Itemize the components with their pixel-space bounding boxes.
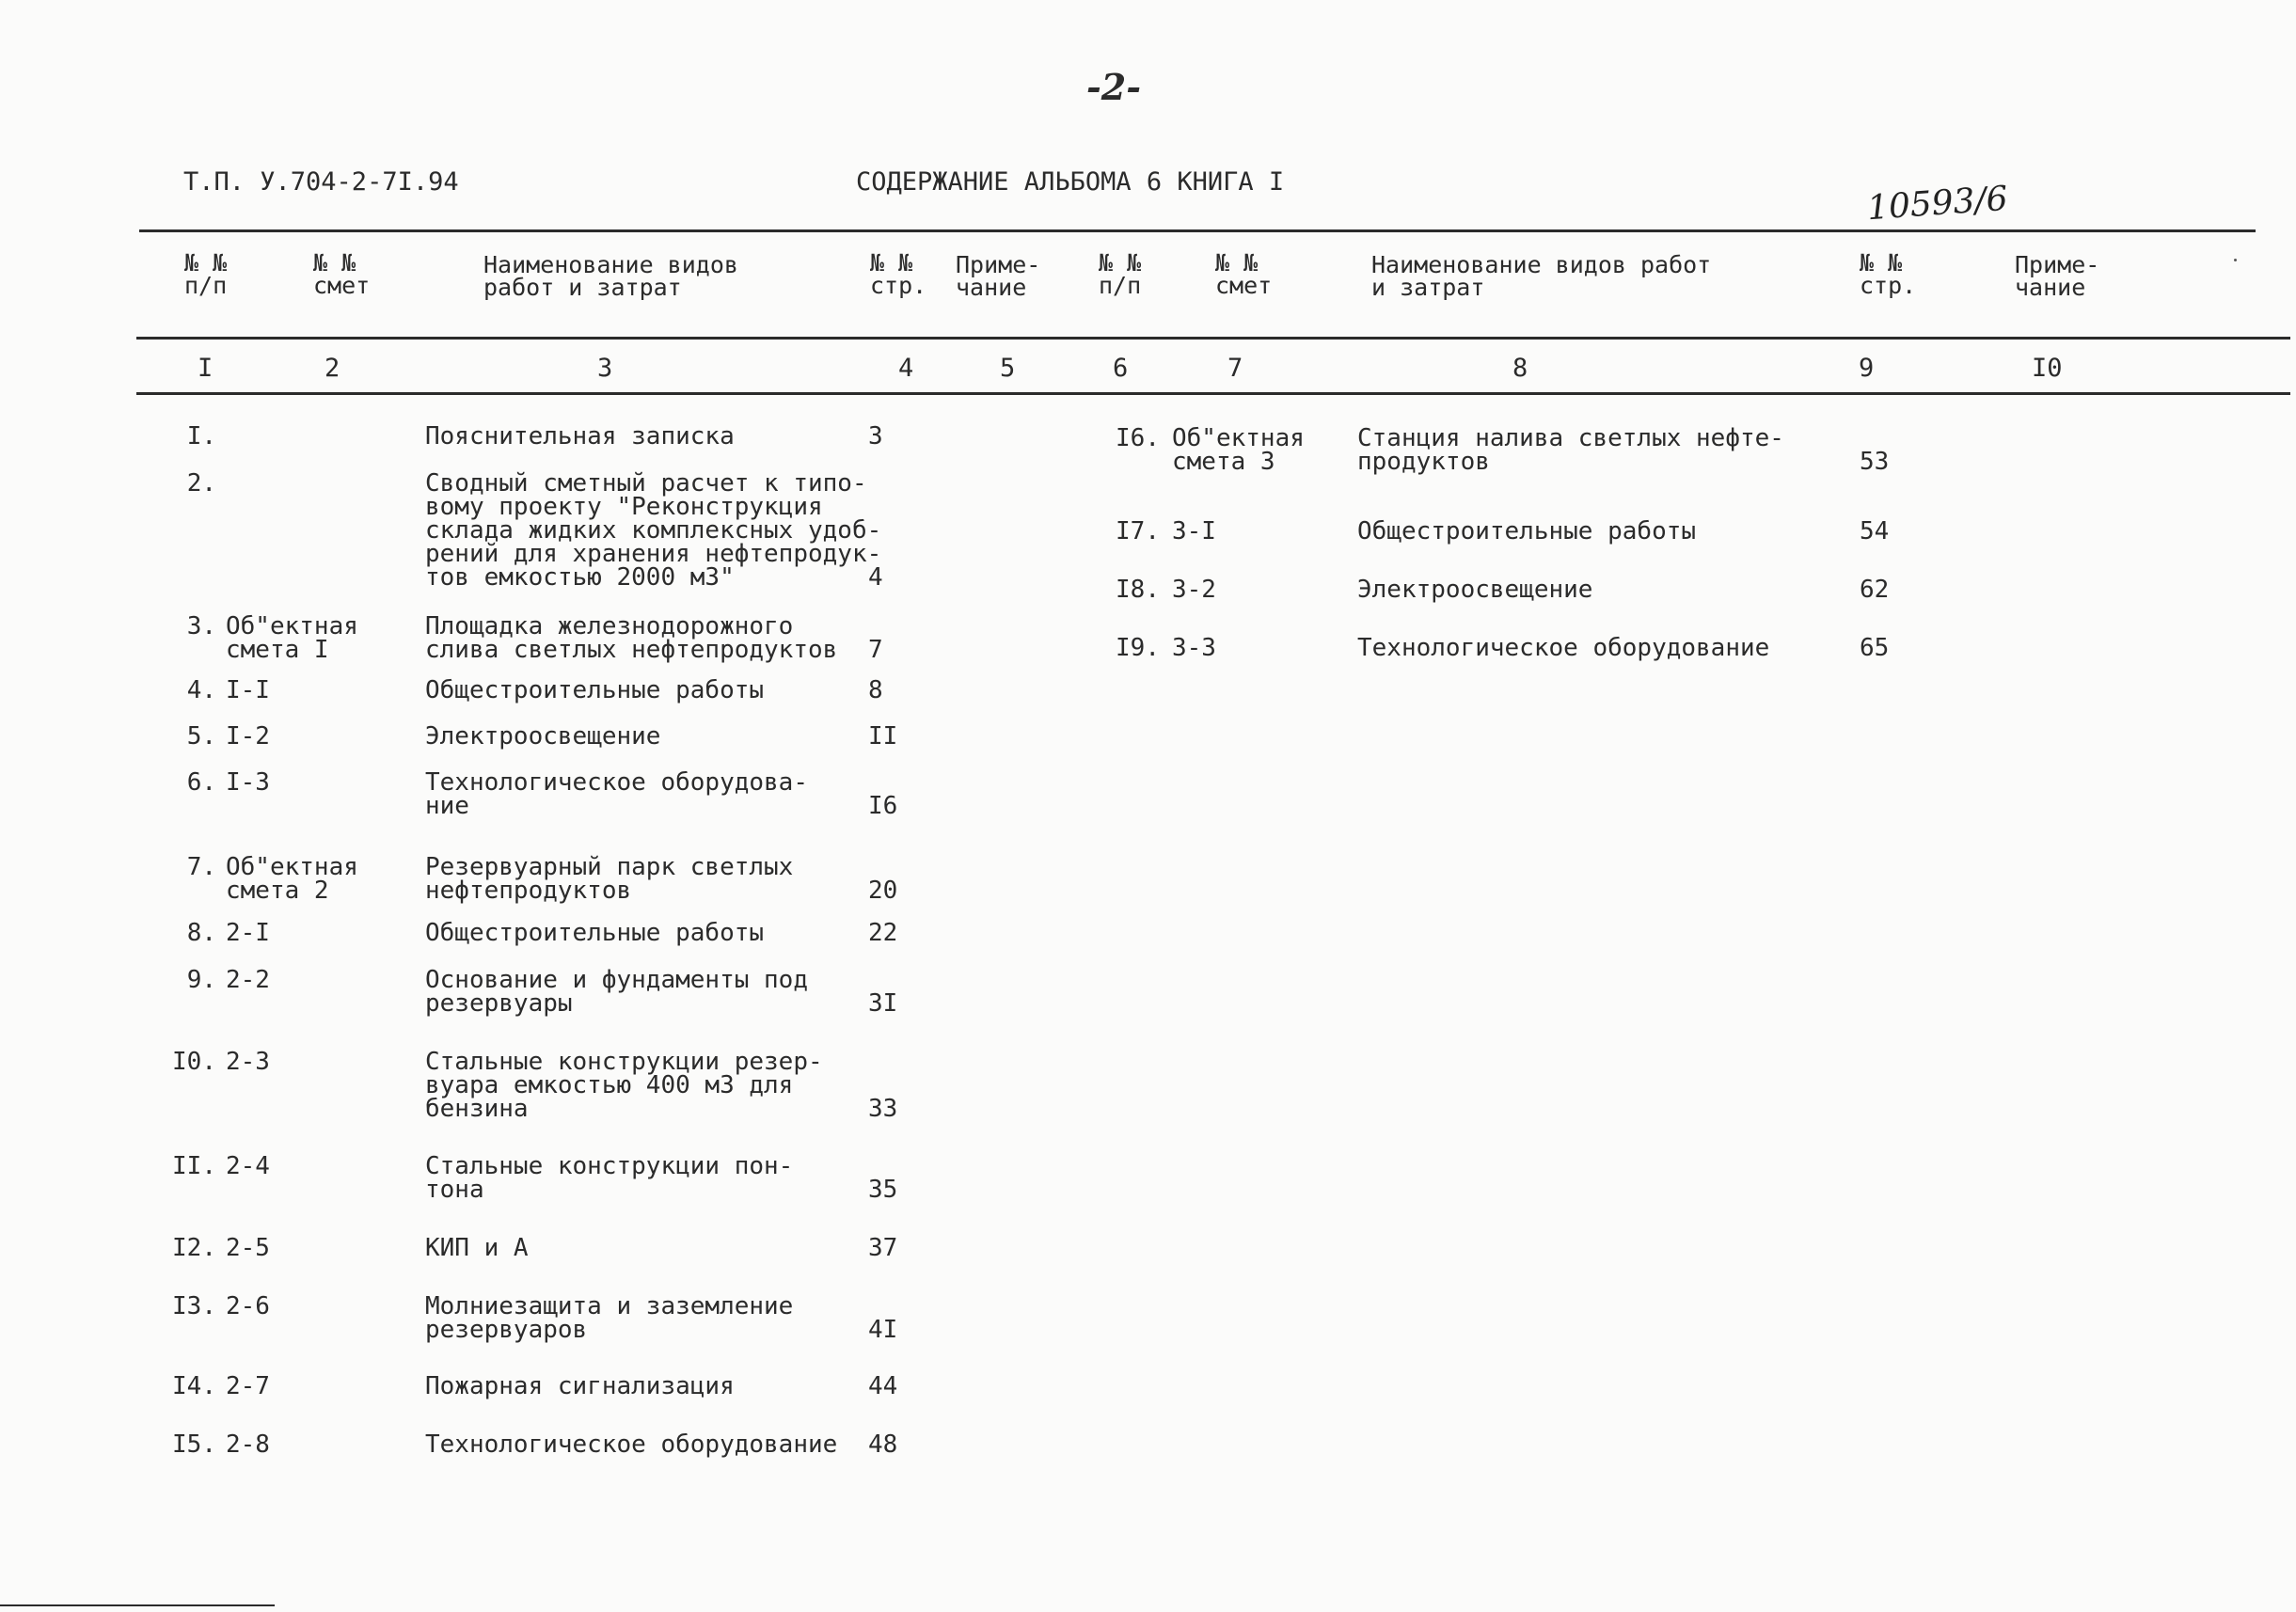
left-row-estimate-number: 2-7 xyxy=(226,1372,270,1400)
left-row-estimate-number: 2-6 xyxy=(226,1292,270,1320)
right-row-estimate-number: 3-3 xyxy=(1172,634,1216,662)
header-left-note: Приме- чание xyxy=(956,251,1041,301)
right-row-estimate-number: 3-I xyxy=(1172,517,1216,545)
left-row-item-number: I3. xyxy=(172,1292,216,1320)
column-number: 3 xyxy=(597,354,613,383)
header-left-item-number: № № п/п xyxy=(184,249,228,299)
left-row-work-name: Общестроительные работы xyxy=(425,676,765,704)
left-row-estimate-number: I-3 xyxy=(226,768,270,797)
page-number: -2- xyxy=(1086,66,1141,108)
left-row-page-number: 4 xyxy=(868,563,883,592)
header-left-work-name: Наименование видов работ и затрат xyxy=(483,251,738,301)
left-row-estimate-number: 2-I xyxy=(226,919,270,947)
left-row-estimate-number: 2-8 xyxy=(226,1430,270,1459)
left-row-item-number: 4. xyxy=(186,676,216,704)
left-row-work-name: Технологическое оборудова- ние xyxy=(425,768,808,820)
left-row-item-number: 8. xyxy=(186,919,216,947)
column-numbers-rule xyxy=(136,392,2290,395)
table-top-rule xyxy=(139,229,2256,232)
left-row-page-number: 7 xyxy=(868,636,883,664)
right-row-item-number: I8. xyxy=(1116,576,1160,604)
left-row-estimate-number: 2-4 xyxy=(226,1152,270,1180)
column-number: 7 xyxy=(1227,354,1243,383)
left-row-work-name: Общестроительные работы xyxy=(425,919,765,947)
header-right-work-name: Наименование видов работ и затрат xyxy=(1371,251,1712,301)
left-row-work-name: Резервуарный парк светлых нефтепродуктов xyxy=(425,853,794,905)
left-row-page-number: 35 xyxy=(868,1176,898,1204)
document-code: Т.П. У.704-2-7I.94 xyxy=(183,167,459,197)
header-right-item-number: № № п/п xyxy=(1099,249,1142,299)
column-number: 6 xyxy=(1113,354,1129,383)
column-number: 8 xyxy=(1512,354,1528,383)
left-row-work-name: Стальные конструкции пон- тона xyxy=(425,1152,794,1204)
left-row-page-number: 3I xyxy=(868,989,898,1018)
header-left-page-number: № № стр. xyxy=(870,249,927,299)
header-right-page-number: № № стр. xyxy=(1860,249,1917,299)
right-row-estimate-number: Об"ектная смета 3 xyxy=(1172,424,1305,476)
left-row-page-number: II xyxy=(868,722,898,751)
column-number: I0 xyxy=(2032,354,2063,383)
left-row-work-name: Молниезащита и заземление резервуаров xyxy=(425,1292,794,1344)
left-row-work-name: Пояснительная записка xyxy=(425,422,735,450)
left-row-estimate-number: 2-3 xyxy=(226,1048,270,1076)
header-left-estimate-number: № № смет xyxy=(313,249,371,299)
album-title: СОДЕРЖАНИЕ АЛЬБОМА 6 КНИГА I xyxy=(856,167,1285,197)
left-row-item-number: I. xyxy=(186,422,216,450)
left-row-page-number: 33 xyxy=(868,1095,898,1123)
stray-mark xyxy=(2234,259,2237,261)
left-row-page-number: 22 xyxy=(868,919,898,947)
left-row-work-name: Сводный сметный расчет к типо- вому проекту "Реконструкция склада жидких комплексных удоб- рений для хранения нефтепродук- тов емкостью 2000 м3" xyxy=(425,469,882,592)
left-row-page-number: 48 xyxy=(868,1430,898,1459)
left-row-estimate-number: 2-5 xyxy=(226,1234,270,1262)
left-row-item-number: 2. xyxy=(186,469,216,498)
left-row-estimate-number: Об"ектная смета 2 xyxy=(226,853,358,905)
footer-rule xyxy=(0,1604,275,1606)
column-number: I xyxy=(198,354,214,383)
handwritten-note: 10593/6 xyxy=(1865,179,2009,229)
left-row-page-number: 44 xyxy=(868,1372,898,1400)
left-row-work-name: Основание и фундаменты под резервуары xyxy=(425,966,808,1018)
left-row-work-name: КИП и А xyxy=(425,1234,529,1262)
left-row-item-number: 9. xyxy=(186,966,216,994)
column-number: 9 xyxy=(1859,354,1875,383)
column-number: 5 xyxy=(1000,354,1016,383)
left-row-item-number: 7. xyxy=(186,853,216,881)
right-row-estimate-number: 3-2 xyxy=(1172,576,1216,604)
left-row-work-name: Стальные конструкции резер- вуара емкостью 400 м3 для бензина xyxy=(425,1048,823,1123)
left-row-work-name: Пожарная сигнализация xyxy=(425,1372,735,1400)
left-row-estimate-number: I-I xyxy=(226,676,270,704)
right-row-work-name: Общестроительные работы xyxy=(1357,517,1697,545)
left-row-estimate-number: 2-2 xyxy=(226,966,270,994)
right-row-work-name: Станция налива светлых нефте- продуктов xyxy=(1357,424,1784,476)
left-row-estimate-number: I-2 xyxy=(226,722,270,751)
left-row-work-name: Технологическое оборудование xyxy=(425,1430,838,1459)
right-row-page-number: 54 xyxy=(1860,517,1890,545)
left-row-page-number: 20 xyxy=(868,877,898,905)
header-right-estimate-number: № № смет xyxy=(1215,249,1273,299)
right-row-item-number: I6. xyxy=(1116,424,1160,452)
left-row-item-number: II. xyxy=(172,1152,216,1180)
header-right-note: Приме- чание xyxy=(2015,251,2100,301)
left-row-page-number: 37 xyxy=(868,1234,898,1262)
column-number: 2 xyxy=(325,354,340,383)
left-row-work-name: Площадка железнодорожного слива светлых нефтепродуктов xyxy=(425,612,838,664)
left-row-page-number: 4I xyxy=(868,1316,898,1344)
right-row-page-number: 53 xyxy=(1860,448,1890,476)
left-row-work-name: Электроосвещение xyxy=(425,722,661,751)
left-row-page-number: 3 xyxy=(868,422,883,450)
right-row-page-number: 65 xyxy=(1860,634,1890,662)
left-row-item-number: 6. xyxy=(186,768,216,797)
left-row-page-number: I6 xyxy=(868,792,898,820)
left-row-item-number: 3. xyxy=(186,612,216,640)
right-row-item-number: I7. xyxy=(1116,517,1160,545)
left-row-item-number: I2. xyxy=(172,1234,216,1262)
column-number: 4 xyxy=(898,354,914,383)
right-row-item-number: I9. xyxy=(1116,634,1160,662)
left-row-estimate-number: Об"ектная смета I xyxy=(226,612,358,664)
left-row-page-number: 8 xyxy=(868,676,883,704)
right-row-work-name: Технологическое оборудование xyxy=(1357,634,1770,662)
header-bottom-rule xyxy=(136,337,2290,340)
right-row-work-name: Электроосвещение xyxy=(1357,576,1593,604)
left-row-item-number: I4. xyxy=(172,1372,216,1400)
left-row-item-number: I5. xyxy=(172,1430,216,1459)
left-row-item-number: 5. xyxy=(186,722,216,751)
right-row-page-number: 62 xyxy=(1860,576,1890,604)
left-row-item-number: I0. xyxy=(172,1048,216,1076)
